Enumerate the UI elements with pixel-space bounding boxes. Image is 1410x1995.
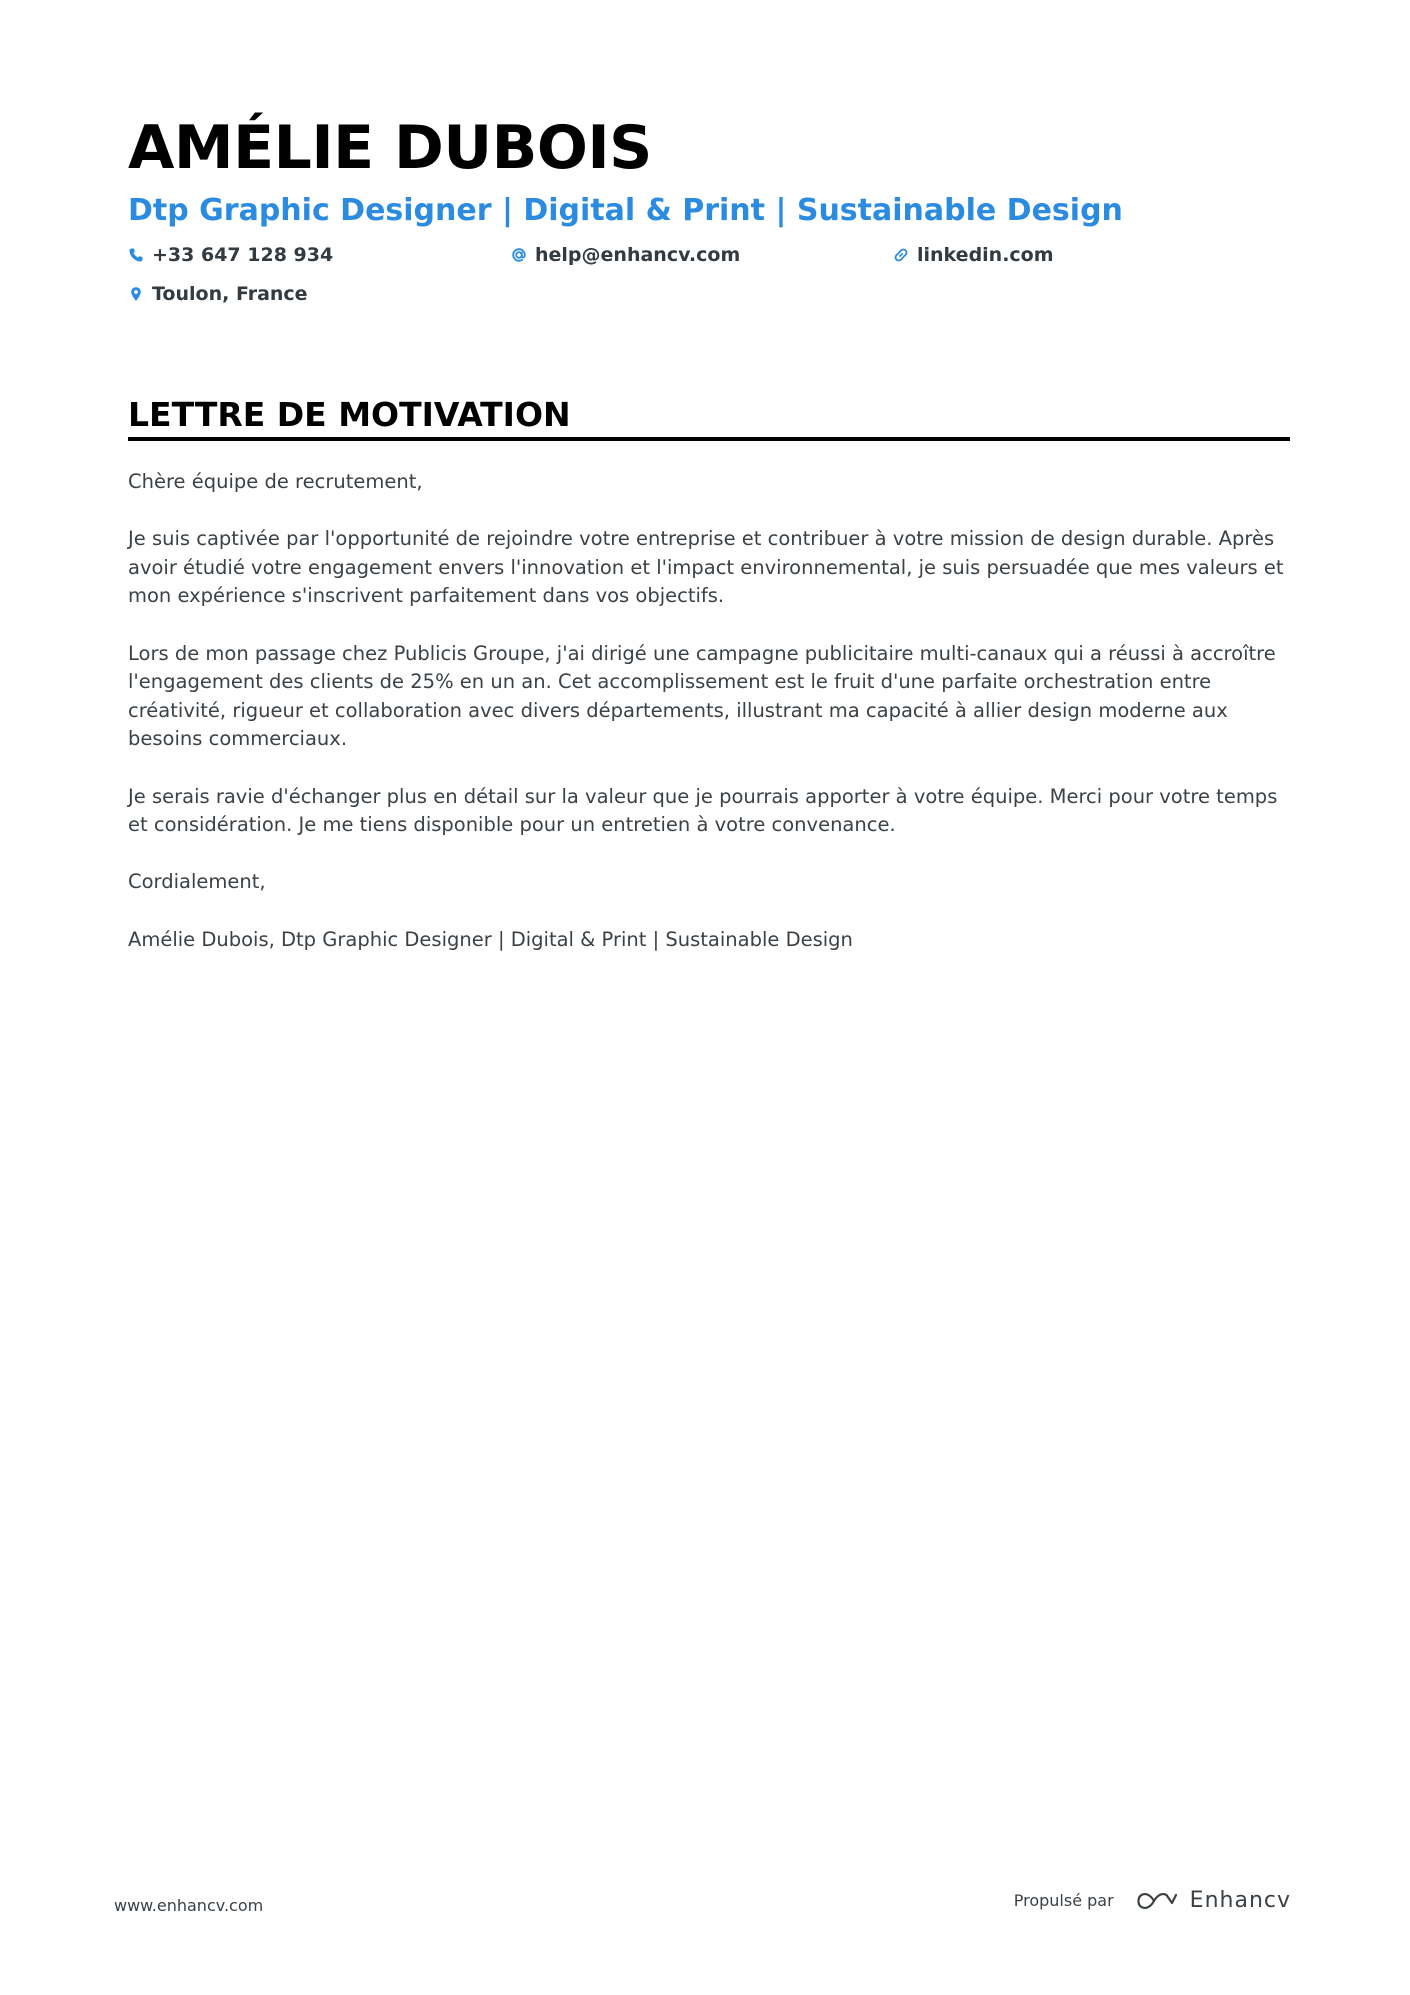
- contact-email[interactable]: [511, 240, 740, 270]
- brand-name: Enhancv: [1189, 1888, 1291, 1913]
- email-address: help@enhancv.com: [535, 244, 741, 266]
- letter-body: [128, 468, 1288, 954]
- footer-url-link[interactable]: www.enhancv.com: [114, 1896, 264, 1915]
- letter-closing: Cordialement,: [128, 870, 266, 894]
- contact-phone[interactable]: [128, 240, 333, 270]
- phone-number: +33 647 128 934: [152, 244, 334, 266]
- link-icon: [893, 247, 909, 263]
- location-text: Toulon, France: [152, 283, 308, 305]
- section-heading: LETTRE DE MOTIVATION: [128, 395, 571, 434]
- footer-powered-by[interactable]: [1014, 1887, 1291, 1915]
- candidate-name: AMÉLIE DUBOIS: [128, 113, 652, 183]
- phone-icon: [128, 247, 144, 263]
- at-icon: [511, 247, 527, 263]
- contact-location: [128, 279, 308, 309]
- letter-salutation: Chère équipe de recrutement,: [128, 470, 423, 493]
- letter-signature: Amélie Dubois, Dtp Graphic Designer | Digital & Print | Sustainable Design: [128, 927, 853, 951]
- map-pin-icon: [128, 286, 144, 302]
- letter-paragraph: Je serais ravie d'échanger plus en détail sur la valeur que je pourrais apporter à votre équipe. Merci pour votre temps et considération. Je me tiens disponible pour un entretien à votre convenance.: [128, 784, 1278, 837]
- powered-by-label: Propulsé par: [1013, 1891, 1114, 1910]
- section-divider: [128, 437, 1290, 441]
- letter-paragraph: Lors de mon passage chez Publicis Groupe, j'ai dirigé une campagne publicitaire multi-canaux qui a réussi à accroître l'engagement des clients de 25% en un an. Cet accomplissement est le fruit d'une parfaite orchestration entre créativité, rigueur et collaboration avec divers départements, illustrant ma capacité à allier design moderne aux besoins commerciaux.: [128, 641, 1276, 751]
- candidate-title: Dtp Graphic Designer | Digital & Print | Sustainable Design: [128, 193, 1123, 228]
- letter-paragraph: Je suis captivée par l'opportunité de rejoindre votre entreprise et contribuer à votre mission de design durable. Après avoir étudié votre engagement envers l'innovation et l'impact environnemental, je suis persuadée que mes valeurs et mon expérience s'inscrivent parfaitement dans vos objectifs.: [128, 527, 1284, 608]
- enhancv-logo-icon: [1134, 1889, 1178, 1913]
- contact-linkedin[interactable]: [893, 240, 1054, 270]
- linkedin-url: linkedin.com: [917, 244, 1054, 266]
